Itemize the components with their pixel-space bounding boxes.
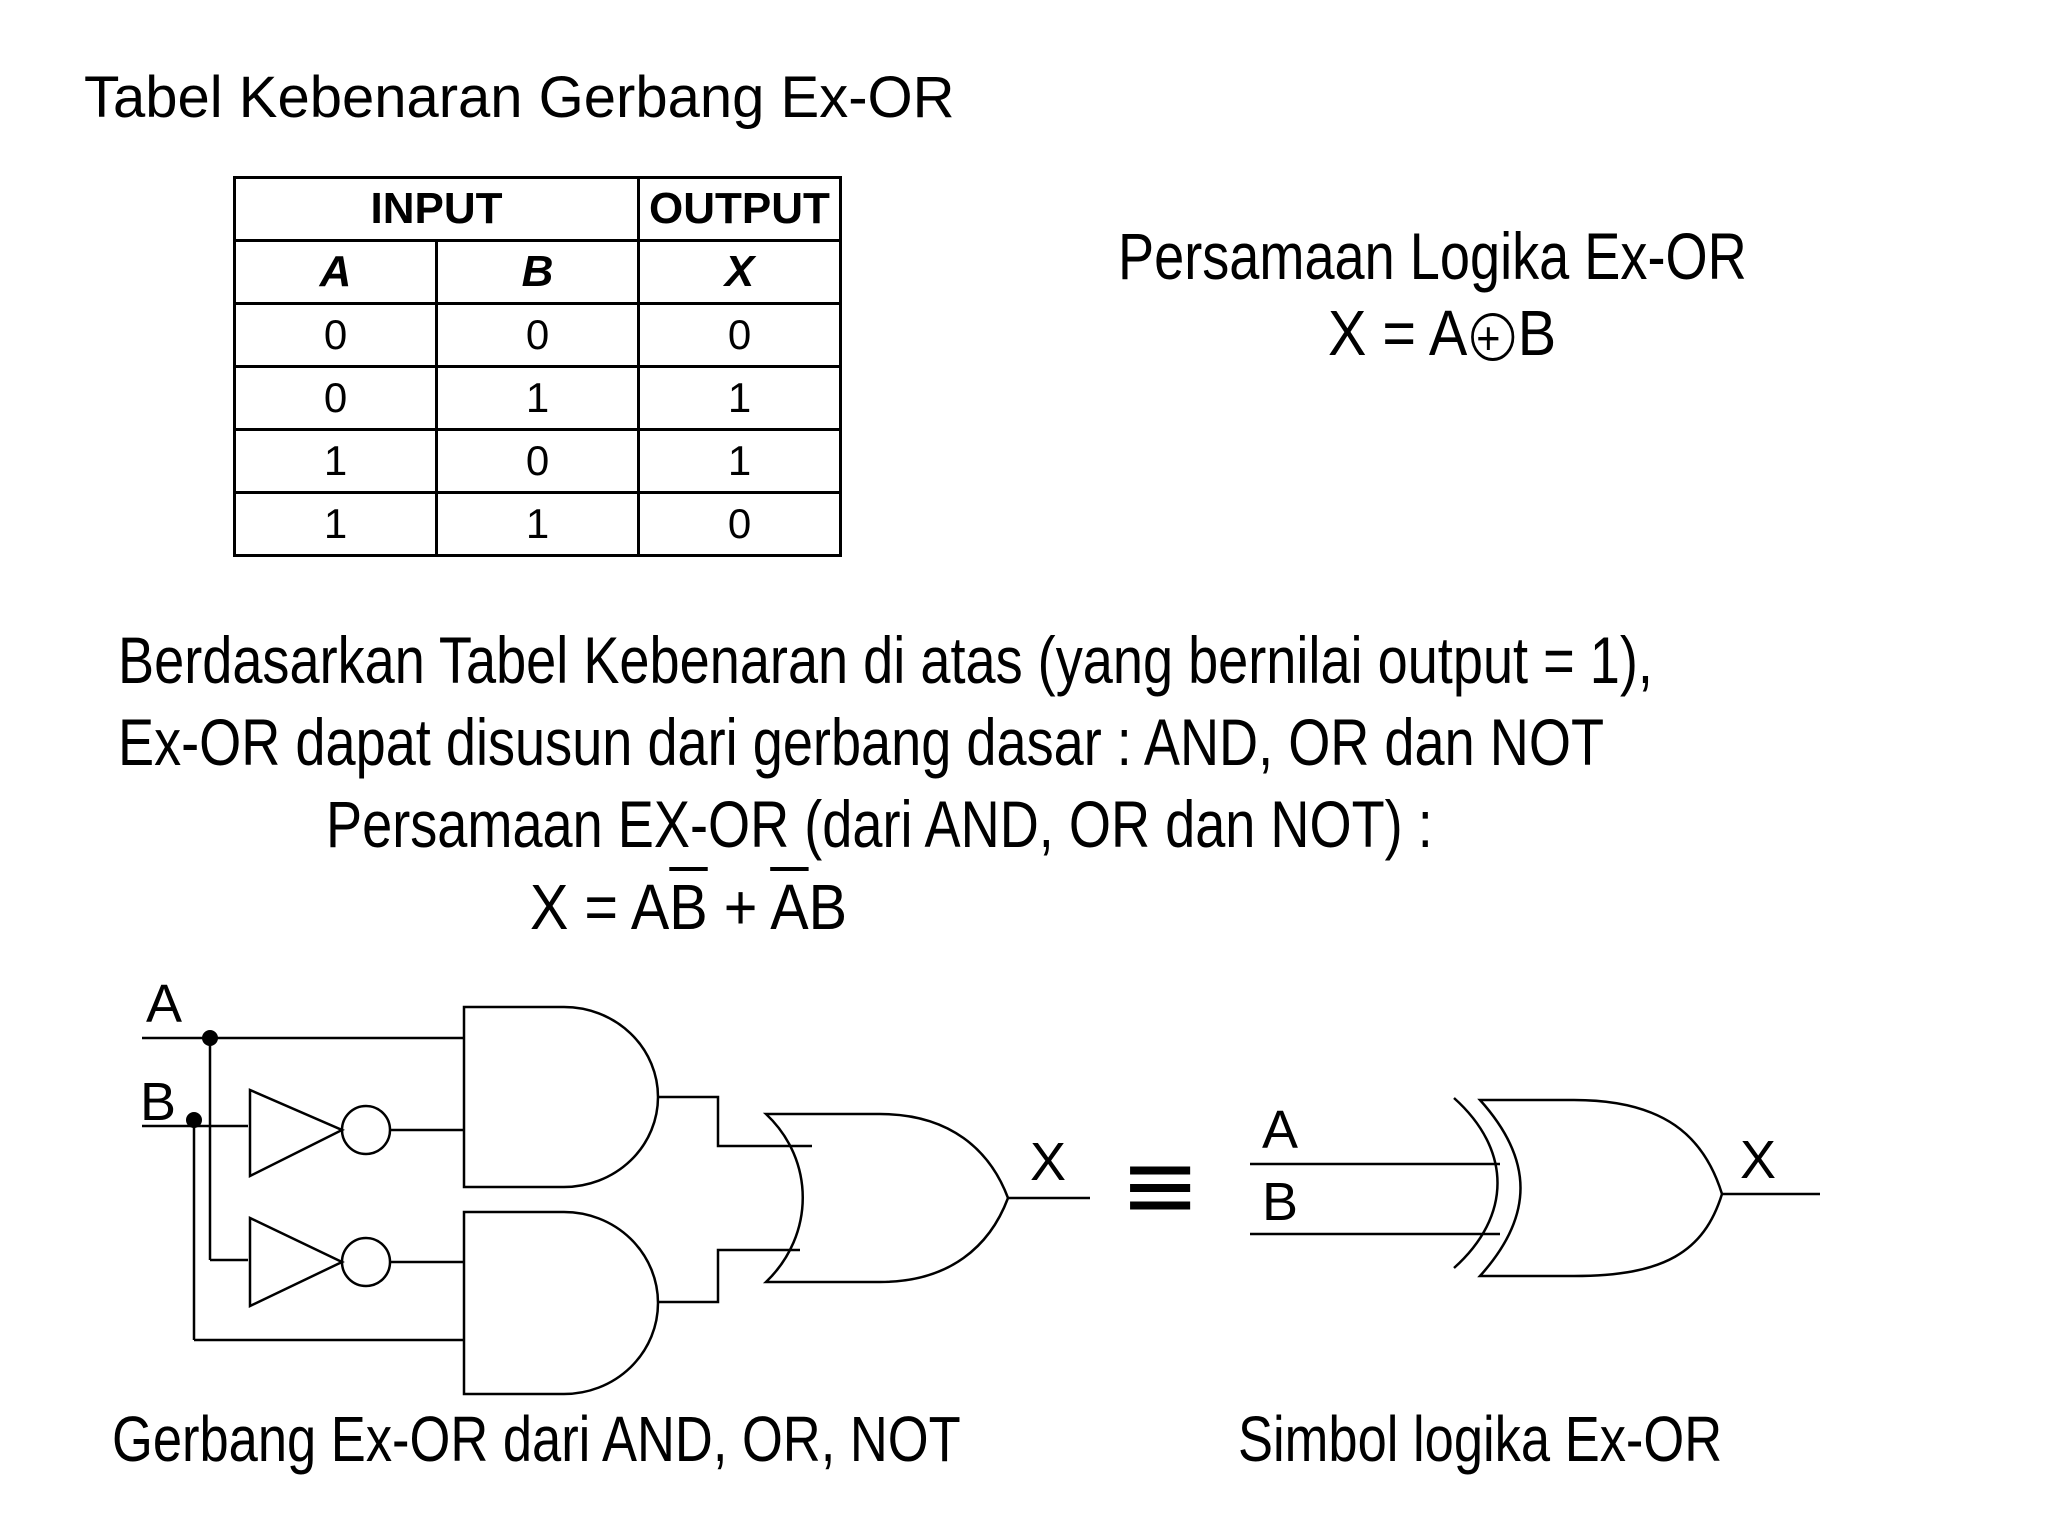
and-gate-top xyxy=(464,1007,658,1187)
symbol-output-label: X xyxy=(1740,1130,1777,1190)
sop-equals: = xyxy=(584,871,619,943)
circuit-caption: Gerbang Ex-OR dari AND, OR, NOT xyxy=(112,1403,961,1475)
not-gate-top xyxy=(250,1090,342,1176)
table-cell: 1 xyxy=(639,430,841,493)
table-cell: 0 xyxy=(639,493,841,556)
sop-term1-a: A xyxy=(630,871,670,943)
page-title: Tabel Kebenaran Gerbang Ex-OR xyxy=(84,65,955,130)
wire-and-bottom-to-or xyxy=(658,1250,800,1302)
junction-b xyxy=(186,1112,202,1128)
table-cell: 0 xyxy=(235,367,437,430)
description-line-2: Ex-OR dapat disusun dari gerbang dasar : AND, OR dan NOT xyxy=(118,705,1605,779)
symbol-input-b-label: B xyxy=(1262,1172,1299,1232)
sop-term2-a-bar: $\overline{A}$ xyxy=(770,871,809,943)
xor-gate-symbol xyxy=(1480,1100,1722,1276)
symbol-input-a-label: A xyxy=(1262,1100,1299,1160)
symbol-caption: Simbol logika Ex-OR xyxy=(1238,1403,1723,1475)
column-header-x: X xyxy=(639,241,841,304)
circuit-input-a-label: A xyxy=(146,974,183,1034)
table-cell: 1 xyxy=(639,367,841,430)
equation-b: B xyxy=(1517,297,1557,369)
input-group-header: INPUT xyxy=(235,178,639,241)
equation-lhs: X xyxy=(1328,297,1367,369)
equivalence-icon: ≡ xyxy=(1120,1129,1201,1241)
table-cell: 1 xyxy=(437,493,639,556)
sop-plus: + xyxy=(723,871,758,943)
xor-operator-icon: + xyxy=(1469,313,1516,361)
table-cell: 1 xyxy=(235,493,437,556)
not-bubble-top xyxy=(342,1106,390,1154)
table-cell: 1 xyxy=(235,430,437,493)
column-header-b: B xyxy=(437,241,639,304)
sop-term2-b: B xyxy=(808,871,848,943)
table-cell: 0 xyxy=(437,304,639,367)
not-gate-bottom xyxy=(250,1218,342,1306)
table-cell: 0 xyxy=(437,430,639,493)
sop-term1-b-bar: $\overline{B}$ xyxy=(669,871,708,943)
wire-and-top-to-or xyxy=(658,1097,812,1146)
column-header-a: A xyxy=(235,241,437,304)
table-cell: 0 xyxy=(639,304,841,367)
output-group-header: OUTPUT xyxy=(639,178,841,241)
logic-equation-title: Persamaan Logika Ex-OR xyxy=(1118,219,1747,293)
table-cell: 0 xyxy=(235,304,437,367)
sop-lhs: X xyxy=(530,871,569,943)
xor-input-curve xyxy=(1454,1098,1498,1268)
not-bubble-bottom xyxy=(342,1238,390,1286)
junction-a xyxy=(202,1030,218,1046)
equation-a: A xyxy=(1428,297,1468,369)
equation-equals: = xyxy=(1382,297,1417,369)
circuit-input-b-label: B xyxy=(140,1072,177,1132)
description-line-3: Persamaan EX-OR (dari AND, OR dan NOT) : xyxy=(326,787,1433,861)
and-gate-bottom xyxy=(464,1212,658,1394)
table-cell: 1 xyxy=(437,367,639,430)
or-gate xyxy=(766,1114,1008,1282)
description-line-1: Berdasarkan Tabel Kebenaran di atas (yang bernilai output = 1), xyxy=(118,623,1653,697)
circuit-output-label: X xyxy=(1030,1132,1067,1192)
